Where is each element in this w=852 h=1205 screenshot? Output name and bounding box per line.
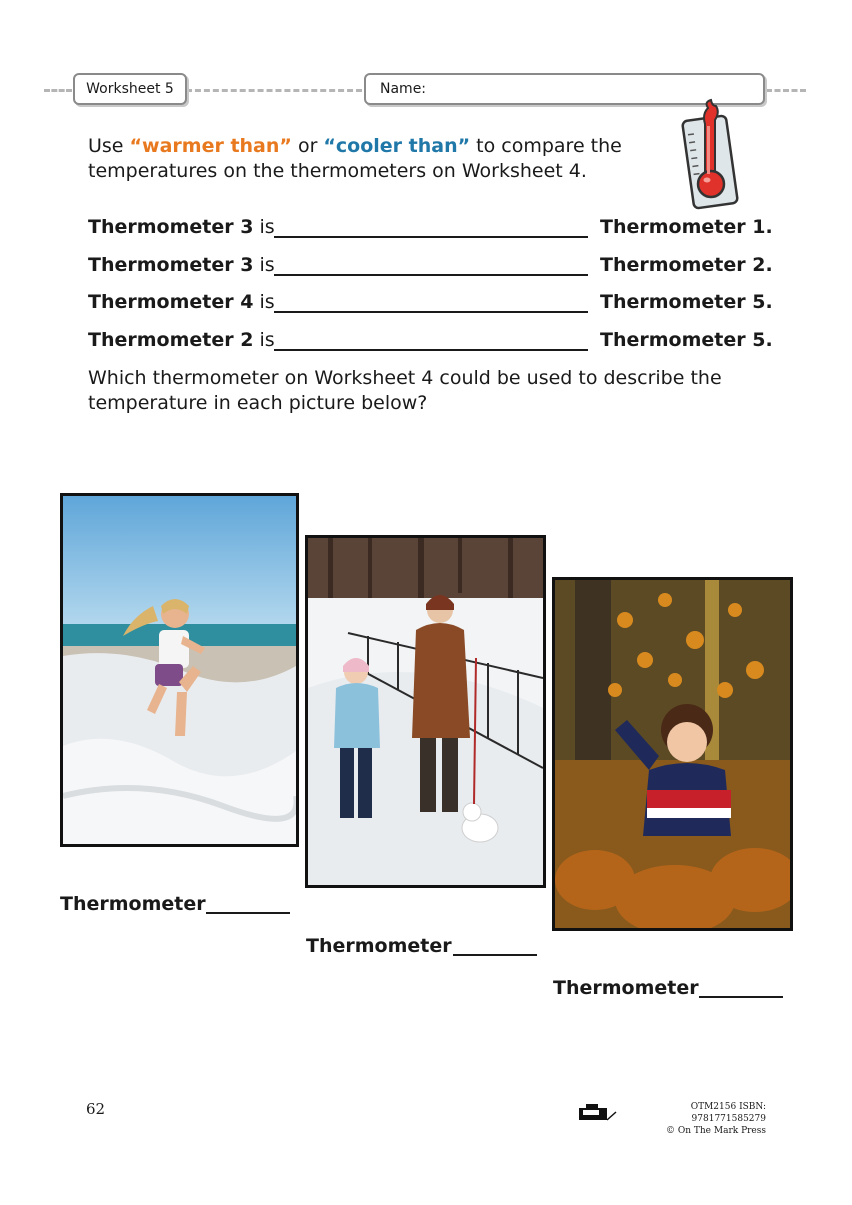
beach-photo <box>60 493 299 847</box>
comparison-row: Thermometer 3 is Thermometer 1. <box>88 216 773 238</box>
autumn-leaves-photo <box>552 577 793 931</box>
answer-line[interactable] <box>274 274 588 276</box>
worksheet-label: Worksheet 5 <box>73 73 187 105</box>
page-number: 62 <box>86 1100 106 1118</box>
picture-1-thermometer-label: Thermometer <box>60 893 206 915</box>
header-dash-right <box>766 89 806 92</box>
answer-line[interactable] <box>274 349 588 351</box>
picture-3-answer-line[interactable] <box>699 996 783 998</box>
instruction-text: Use “warmer than” or “cooler than” to compare the temperatures on the thermometers on Worksheet 4. <box>88 135 622 182</box>
comparison-row: Thermometer 3 is Thermometer 2. <box>88 254 773 276</box>
comparison-row: Thermometer 2 is Thermometer 5. <box>88 329 773 351</box>
publisher-logo-icon <box>578 1102 618 1124</box>
picture-2-thermometer-label: Thermometer <box>306 935 452 957</box>
header-dash-middle <box>186 89 362 92</box>
cooler-than-phrase: “cooler than” <box>323 135 471 157</box>
picture-1-answer-line[interactable] <box>206 912 290 914</box>
name-label: Name: <box>380 81 427 97</box>
footer-credits <box>624 1101 766 1137</box>
copyright-line: © On The Mark Press <box>665 1126 766 1136</box>
comparison-row: Thermometer 4 is Thermometer 5. <box>88 291 773 313</box>
answer-line[interactable] <box>274 311 588 313</box>
header-dash-left <box>44 89 72 92</box>
picture-2-answer-line[interactable] <box>453 954 537 956</box>
snow-walk-photo <box>305 535 546 888</box>
thermometer-icon <box>678 96 746 212</box>
picture-3-thermometer-label: Thermometer <box>553 977 699 999</box>
isbn-line: OTM2156 ISBN: 9781771585279 <box>690 1102 766 1124</box>
question-text: Which thermometer on Worksheet 4 could be used to describe the temperature in each picture below? <box>88 367 722 414</box>
warmer-than-phrase: “warmer than” <box>129 135 292 157</box>
answer-line[interactable] <box>274 236 588 238</box>
